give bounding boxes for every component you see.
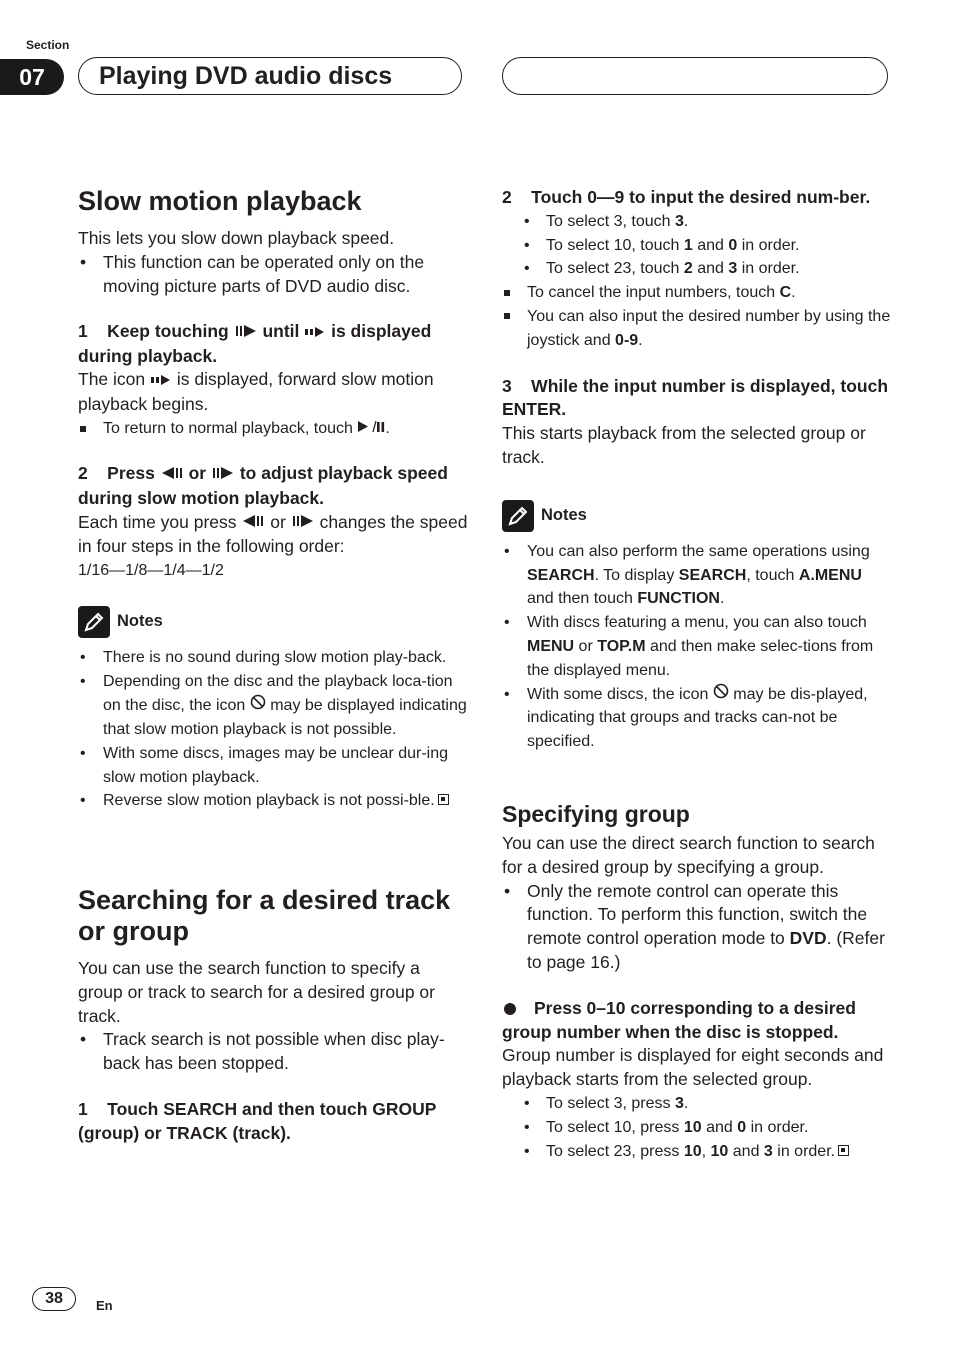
list-item: • With some discs, images may be unclear dur-ing slow motion playback.	[78, 742, 468, 790]
list-item: • To select 10, press 10 and 0 in order.	[502, 1116, 892, 1140]
heading-slow-motion: Slow motion playback	[78, 186, 362, 216]
notes-pencil-icon	[502, 500, 534, 532]
search-notes	[502, 540, 892, 754]
list-item: • To select 3, touch 3.	[502, 210, 892, 234]
section-label: Section	[26, 38, 70, 52]
list-item: To cancel the input numbers, touch C.	[502, 281, 892, 305]
notes-header: Notes	[502, 500, 892, 532]
prohibited-icon	[713, 683, 729, 707]
list-item: • You can also perform the same operations using SEARCH. To display SEARCH, touch A.MENU and then touch FUNCTION.	[502, 540, 892, 611]
search-intro: You can use the search function to specify a group or track to search for a desired group or track.	[78, 958, 435, 1026]
slow-step-2: 2 Press or to adjust playback speed during slow motion playback.	[78, 463, 448, 508]
left-column	[78, 186, 468, 1146]
square-bullet	[504, 313, 510, 319]
slow-step-2-body: Each time you press or changes the speed in four steps in the following order:	[78, 511, 468, 556]
language-label: En	[96, 1298, 113, 1313]
list-item: • This function can be operated only on the moving picture parts of DVD audio disc.	[78, 251, 468, 299]
slow-step-1: 1 Keep touching until is displayed during playback.	[78, 321, 432, 366]
slow-forward-icon	[234, 321, 258, 345]
group-step: Press 0–10 corresponding to a desired group number when the disc is stopped.	[502, 997, 856, 1042]
prohibited-icon	[250, 694, 266, 718]
list-item: • There is no sound during slow motion play-back.	[78, 646, 468, 670]
joystick-note: You can also input the desired number by using the joystick and 0-9.	[502, 305, 892, 353]
group-intro: You can use the direct search function to search for a desired group by specifying a group.	[502, 833, 875, 877]
group-step-body: Group number is displayed for eight seconds and playback starts from the selected group.	[502, 1045, 884, 1090]
list-item: • With some discs, the icon may be dis-played, indicating that groups and tracks can-not be specified.	[502, 683, 892, 755]
end-mark-icon	[838, 1145, 849, 1156]
slow-step-1-notes	[78, 417, 468, 441]
page-number: 38	[32, 1287, 76, 1311]
slow-step-1-body: The icon is displayed, forward slow motion playback begins.	[78, 369, 434, 414]
page-title: Playing DVD audio discs	[78, 57, 462, 95]
list-item: • Only the remote control can operate this function. To perform this function, switch the remote control operation mode to DVD. (Refer to page 16.)	[502, 880, 892, 975]
list-item: • Track search is not possible when disc play-back has been stopped.	[78, 1028, 468, 1076]
search-step-3-body: This starts playback from the selected group or track.	[502, 423, 866, 467]
play-pause-icon	[357, 417, 385, 441]
title-box-empty	[502, 57, 888, 95]
slow-forward-icon	[211, 463, 235, 487]
list-item: • To select 23, press 10, 10 and 3 in order.	[502, 1140, 892, 1164]
section-number: 07	[0, 59, 64, 95]
notes-pencil-icon	[78, 606, 110, 638]
list-item: • Depending on the disc and the playback loca-tion on the disc, the icon may be displayed indicating that slow motion playback is not possible.	[78, 670, 468, 742]
list-item: • Reverse slow motion playback is not possi-ble.	[78, 789, 468, 813]
list-item: • With discs featuring a menu, you can also touch MENU or TOP.M and then make selec-tions from the displayed menu.	[502, 611, 892, 682]
search-step-1: 1 Touch SEARCH and then touch GROUP (group) or TRACK (track).	[78, 1099, 441, 1143]
slow-reverse-icon	[241, 511, 265, 535]
search-step-3: 3 While the input number is displayed, touch ENTER.	[502, 375, 893, 420]
list-item: • To select 23, touch 2 and 3 in order.	[502, 257, 892, 281]
list-item: • To select 3, press 3.	[502, 1092, 892, 1116]
slow-notes	[78, 646, 468, 813]
slow-forward-icon	[291, 511, 315, 535]
list-item: • To select 10, touch 1 and 0 in order.	[502, 234, 892, 258]
end-mark-icon	[438, 794, 449, 805]
group-step-items	[502, 1092, 892, 1163]
list-item: To return to normal playback, touch .	[78, 417, 468, 441]
slow-motion-indicator-icon	[304, 321, 326, 345]
step-2-items	[502, 210, 892, 281]
slow-speed-order: 1/16—1/8—1/4—1/2	[78, 561, 224, 579]
group-bullets	[502, 880, 892, 975]
heading-search: Searching for a desired track or group	[78, 885, 451, 947]
slow-motion-indicator-icon	[150, 369, 172, 393]
slow-intro: This lets you slow down playback speed.	[78, 228, 395, 248]
notes-header: Notes	[78, 606, 468, 638]
search-step-2: 2 Touch 0—9 to input the desired num-ber.	[502, 187, 871, 207]
slow-reverse-icon	[160, 463, 184, 487]
slow-bullets	[78, 251, 468, 299]
right-column	[502, 186, 892, 1163]
heading-specifying-group: Specifying group	[502, 801, 690, 828]
search-bullets	[78, 1028, 468, 1076]
step-2-notes	[502, 281, 892, 305]
